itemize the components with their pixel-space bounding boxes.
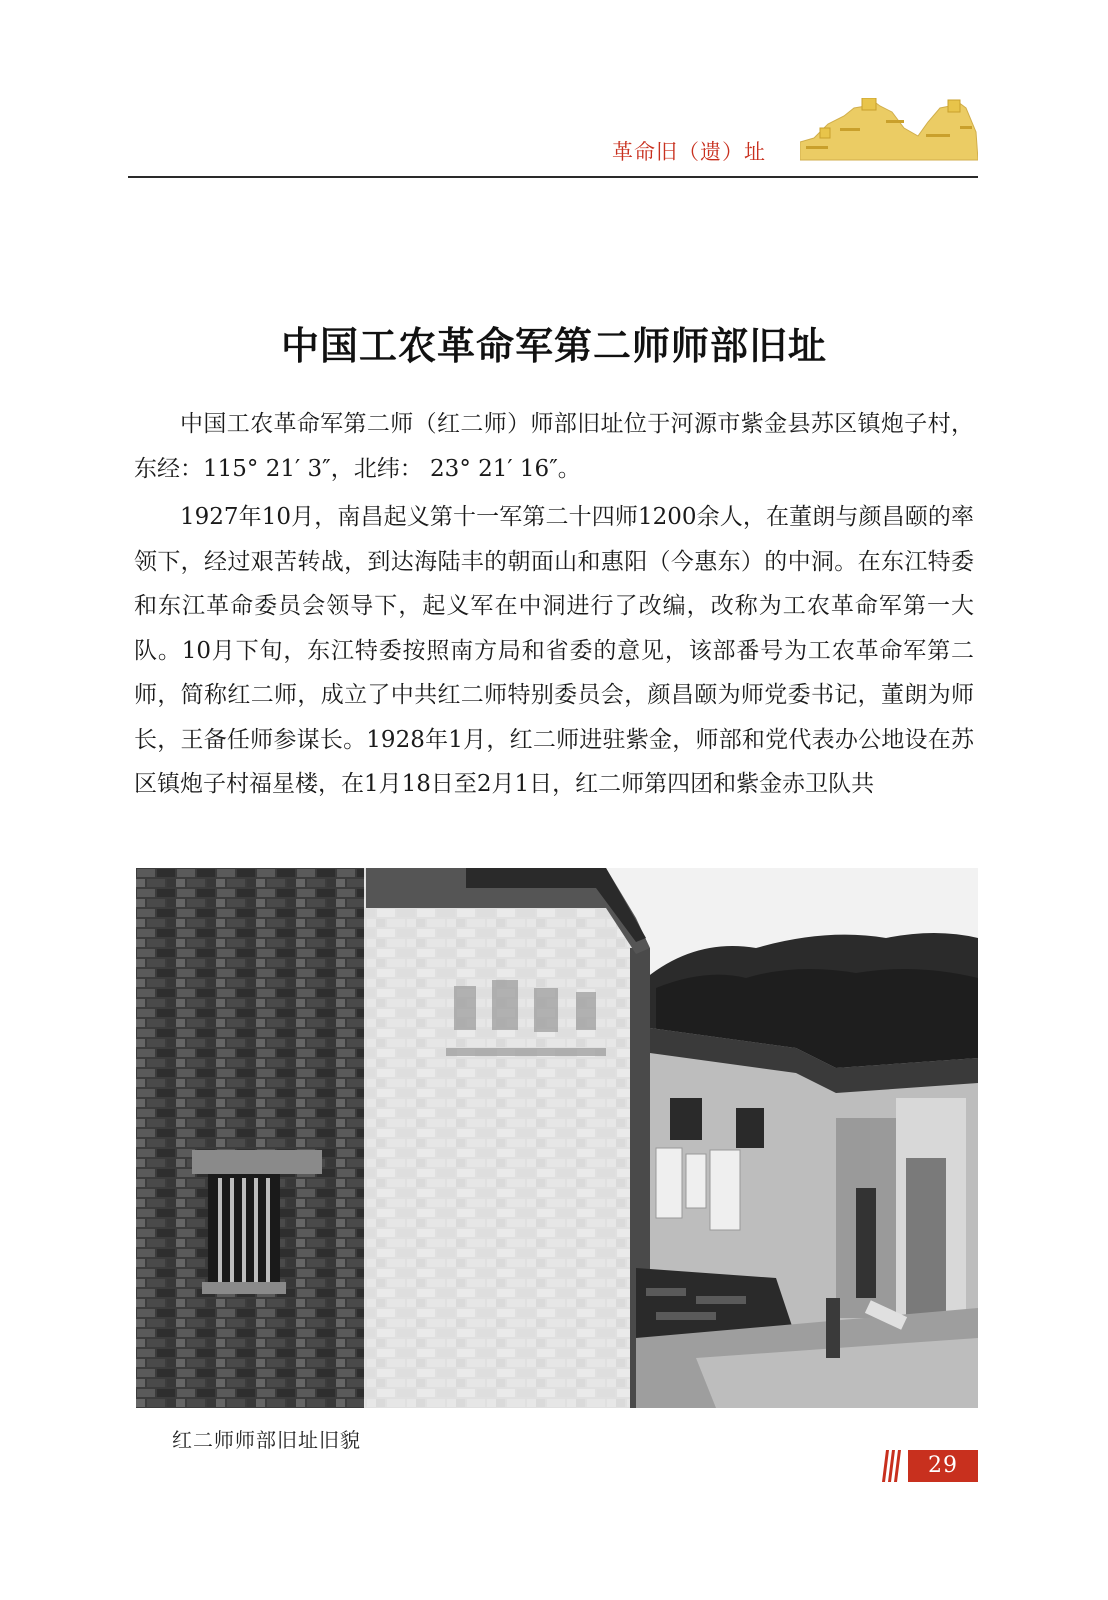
paragraph-location: 中国工农革命军第二师（红二师）师部旧址位于河源市紫金县苏区镇炮子村，东经：115° 21′ 3″，北纬： 23° 21′ 16″。 [134,411,974,482]
header-divider [128,176,978,178]
section-header-label: 革命旧（遗）址 [612,140,766,164]
photo-caption: 红二师师部旧址旧貌 [172,1428,361,1452]
page-number-stripes-icon [882,1450,902,1482]
page-number: 29 [908,1450,978,1482]
article-body [134,402,974,811]
great-wall-icon [800,98,978,162]
article-title: 中国工农革命军第二师师部旧址 [280,324,827,369]
historic-building-photo [136,868,978,1408]
paragraph-history: 1927年10月，南昌起义第十一军第二十四师1200余人，在董朗与颜昌颐的率领下，经过艰苦转战，到达海陆丰的朝面山和惠阳（今惠东）的中洞。在东江特委和东江革命委员会领导下，起义军在中洞进行了改编，改称为工农革命军第一大队。10月下旬，东江特委按照南方局和省委的意见，该部番号为工农革命军第二师，简称红二师，成立了中共红二师特别委员会，颜昌颐为师党委书记，董朗为师长，王备任师参谋长。1928年1月，红二师进驻紫金，师部和党代表办公地设在苏区镇炮子村福星楼，在1月18日至2月1日，红二师第四团和紫金赤卫队共 [134,504,974,797]
